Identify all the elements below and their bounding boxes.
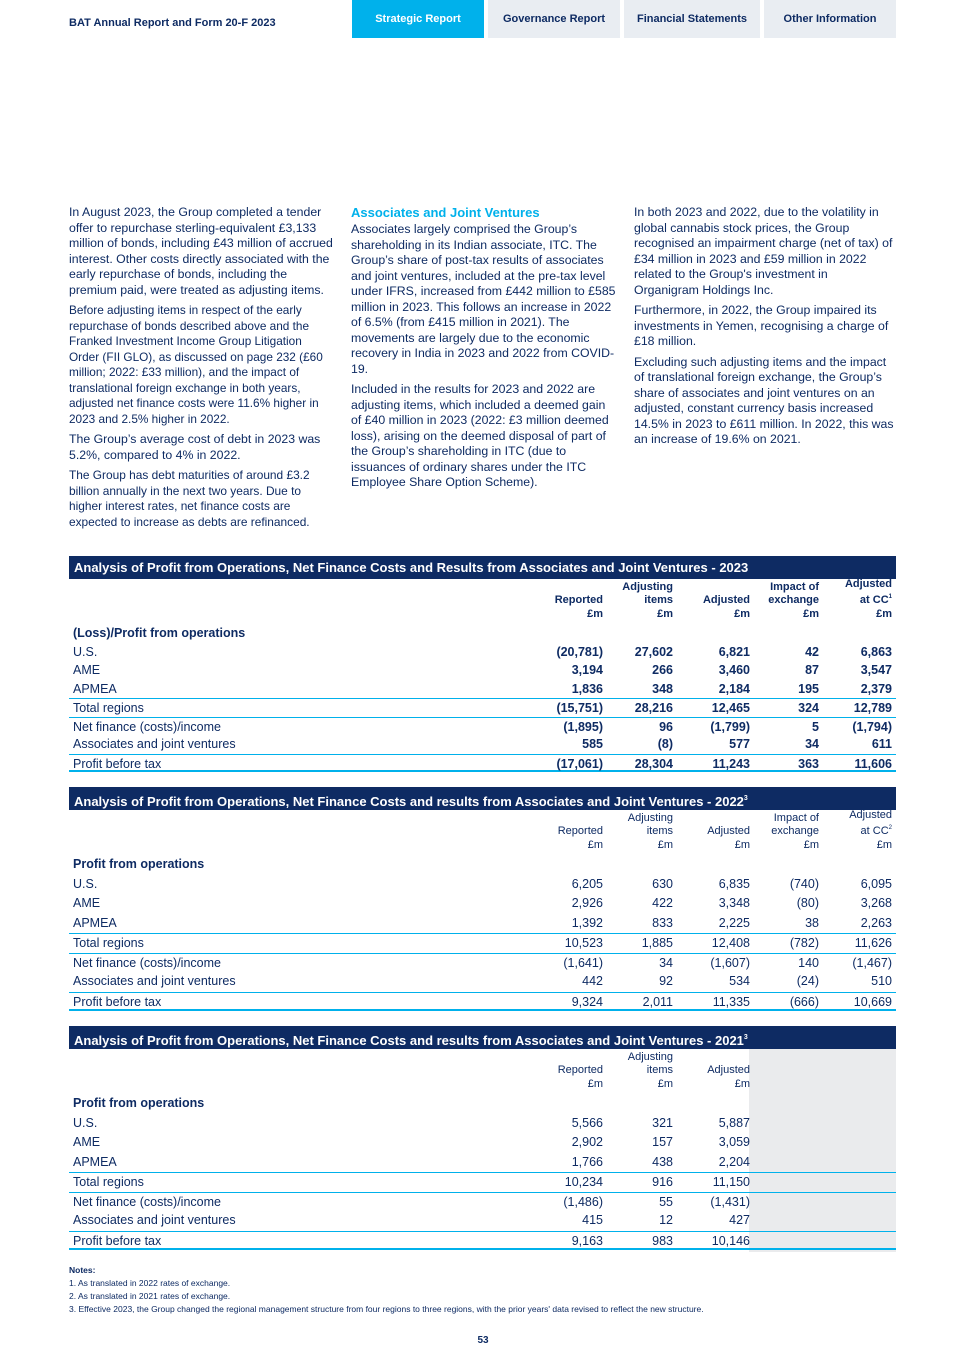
table-header [69,1049,896,1094]
table-row: Total regions 10,523 1,885 12,408 (782) 11,626 [69,933,896,953]
paragraph: In August 2023, the Group completed a tender offer to repurchase sterling-equivalent £3,133 million of bonds, including £43 million of accrued interest. Other costs directly associated with the early repurchase of bonds, including the premium paid, were treated as adjusting items. [69,205,333,297]
table-header [69,810,896,855]
table-row: Net finance (costs)/income (1,641) 34 (1,607) 140 (1,467) [69,953,896,973]
table-row: APMEA 1,392 833 2,225 38 2,263 [73,915,892,930]
table-row: U.S. 5,566 321 5,887 [73,1115,750,1130]
column-header: Reported £m [554,594,603,620]
column-header: Adjusting items £m [622,580,673,620]
paragraph: The Group’s average cost of debt in 2023 was 5.2%, compared to 4% in 2022. [69,432,321,462]
table-section-row: (Loss)/Profit from operations [73,626,246,640]
column-header: Reported £m [557,1064,603,1090]
table-row: Associates and joint ventures 442 92 534 (24) 510 [73,974,892,988]
notes-title: Notes: [69,1265,96,1275]
column-header: Adjusting items £m [627,811,673,851]
column-header: Adjusted £m [707,1064,750,1090]
table-title: Analysis of Profit from Operations, Net Finance Costs and Results from Associates and Joint Ventures - 2023 [69,556,896,579]
table-row: Profit before tax 9,163 983 10,146 [69,1231,896,1251]
table-row: Profit before tax (17,061) 28,304 11,243 363 11,606 [69,754,896,773]
table-row: Total regions 10,234 916 11,150 [69,1172,896,1192]
table-row: APMEA 1,836 348 2,184 195 2,379 [73,681,892,696]
paragraph: Before adjusting items in respect of the early repurchase of bonds described above and the Franked Investment Income Group Litigation Order (FII GLO), as discussed on page 232 (£60 million; 2022: £33 million), and the impact of translational foreign exchange in both years, adjusted net finance costs were 11.6% higher in 2023 and 2.5% higher in 2022. [69,303,323,426]
table-section-row: Profit from operations [73,857,205,871]
column-header: Adjusting items £m [627,1050,673,1090]
page-number: 53 [477,1335,489,1346]
analysis-table-2023 [69,556,896,772]
analysis-table-2022 [69,787,896,1011]
footnote: 2. As translated in 2021 rates of exchange. [69,1291,231,1301]
table-row: AME 3,194 266 3,460 87 3,547 [73,663,892,677]
table-row: U.S. (20,781) 27,602 6,821 42 6,863 [73,644,892,659]
column-header: Reported £m [557,825,603,851]
paragraph: Furthermore, in 2022, the Group impaired its investments in Yemen, recognising a charge of £18 million. [634,303,889,348]
section-heading: Associates and Joint Ventures [351,205,540,220]
table-row: APMEA 1,766 438 2,204 [73,1154,750,1169]
paragraph: Included in the results for 2023 and 2022 are adjusting items, which included a deemed gain of £40 million in 2023 (2022: £3 million deemed loss), arising on the deemed disposal of part of the Group’s shareholding in ITC (due to issuances of ordinary shares under the ITC Employee Share Option Scheme). [351,382,609,489]
table-row: Total regions (15,751) 28,216 12,465 324 12,789 [69,698,896,717]
table-title: Analysis of Profit from Operations, Net Finance Costs and results from Associates and Joint Ventures - 2022$^3$ [69,787,896,810]
table-row: Net finance (costs)/income (1,486) 55 (1,431) [69,1192,896,1212]
paragraph: Excluding such adjusting items and the impact of translational foreign exchange, the Group’s share of associates and joint ventures on an adjusted, constant currency basis increased 14.5% in 2023 to £611 million. In 2022, this was an increase of 19.6% on 2021. [634,354,894,446]
paragraph: Associates largely comprised the Group’s shareholding in its Indian associate, ITC. The Group’s share of post-tax results of associates and joint ventures, included at the pre-tax level under IFRS, increased from £442 million to £585 million in 2023. This follows an increase in 2022 of 6.5% (from £415 million in 2021). The movements are largely due to the economic recovery in India in 2023 and 2022 from COVID-19. [351,222,616,376]
tab-other-information[interactable]: Other Information [764,0,896,38]
text-column-2 [351,205,616,496]
table-row: U.S. 6,205 630 6,835 (740) 6,095 [73,876,892,891]
analysis-table-2021 [69,1026,896,1250]
document-title: BAT Annual Report and Form 20-F 2023 [69,17,276,29]
table-title: Analysis of Profit from Operations, Net Finance Costs and results from Associates and Joint Ventures - 2021$^3$ [69,1026,896,1049]
footnotes [69,1264,704,1316]
footnote: 1. As translated in 2022 rates of exchange. [69,1278,231,1288]
column-header: Adjusted £m [702,594,750,620]
column-header: Adjusted at $CC^1$ £m [844,577,892,620]
column-header: Impact of exchange £m [768,580,819,620]
paragraph: The Group has debt maturities of around £3.2 billion annually in the next two years. Due to higher interest rates, net finance costs are expected to increase as debts are refinanced. [69,468,310,529]
column-header: Impact of exchange £m [771,811,819,851]
text-column-3 [634,205,896,453]
table-row: Net finance (costs)/income (1,895) 96 (1,799) 5 (1,794) [69,717,896,736]
tab-governance-report[interactable]: Governance Report [488,0,620,38]
paragraph: In both 2023 and 2022, due to the volatility in global cannabis stock prices, the Group recognised an impairment charge (net of tax) of £34 million in 2023 and £59 million in 2022 related to the Group's investment in Organigram Holdings Inc. [634,205,893,297]
tab-financial-statements[interactable]: Financial Statements [624,0,760,38]
tab-strategic-report[interactable]: Strategic Report [352,0,484,38]
column-header: Adjusted at $CC^2$ £m [849,808,892,851]
section-tabs [352,0,896,38]
text-column-1 [69,205,334,535]
table-header [69,579,896,624]
table-row: AME 2,902 157 3,059 [73,1135,750,1149]
top-bar [0,0,966,40]
table-row: Associates and joint ventures 585 (8) 577 34 611 [73,737,892,751]
table-section-row: Profit from operations [73,1096,205,1110]
table-row: AME 2,926 422 3,348 (80) 3,268 [73,896,892,910]
column-header: Adjusted £m [707,825,750,851]
table-row: Associates and joint ventures 415 12 427 [73,1213,750,1227]
footnote: 3. Effective 2023, the Group changed the regional management structure from four regions to three regions, with the prior years' data revised to reflect the new structure. [69,1304,704,1314]
table-row: Profit before tax 9,324 2,011 11,335 (666) 10,669 [69,992,896,1012]
